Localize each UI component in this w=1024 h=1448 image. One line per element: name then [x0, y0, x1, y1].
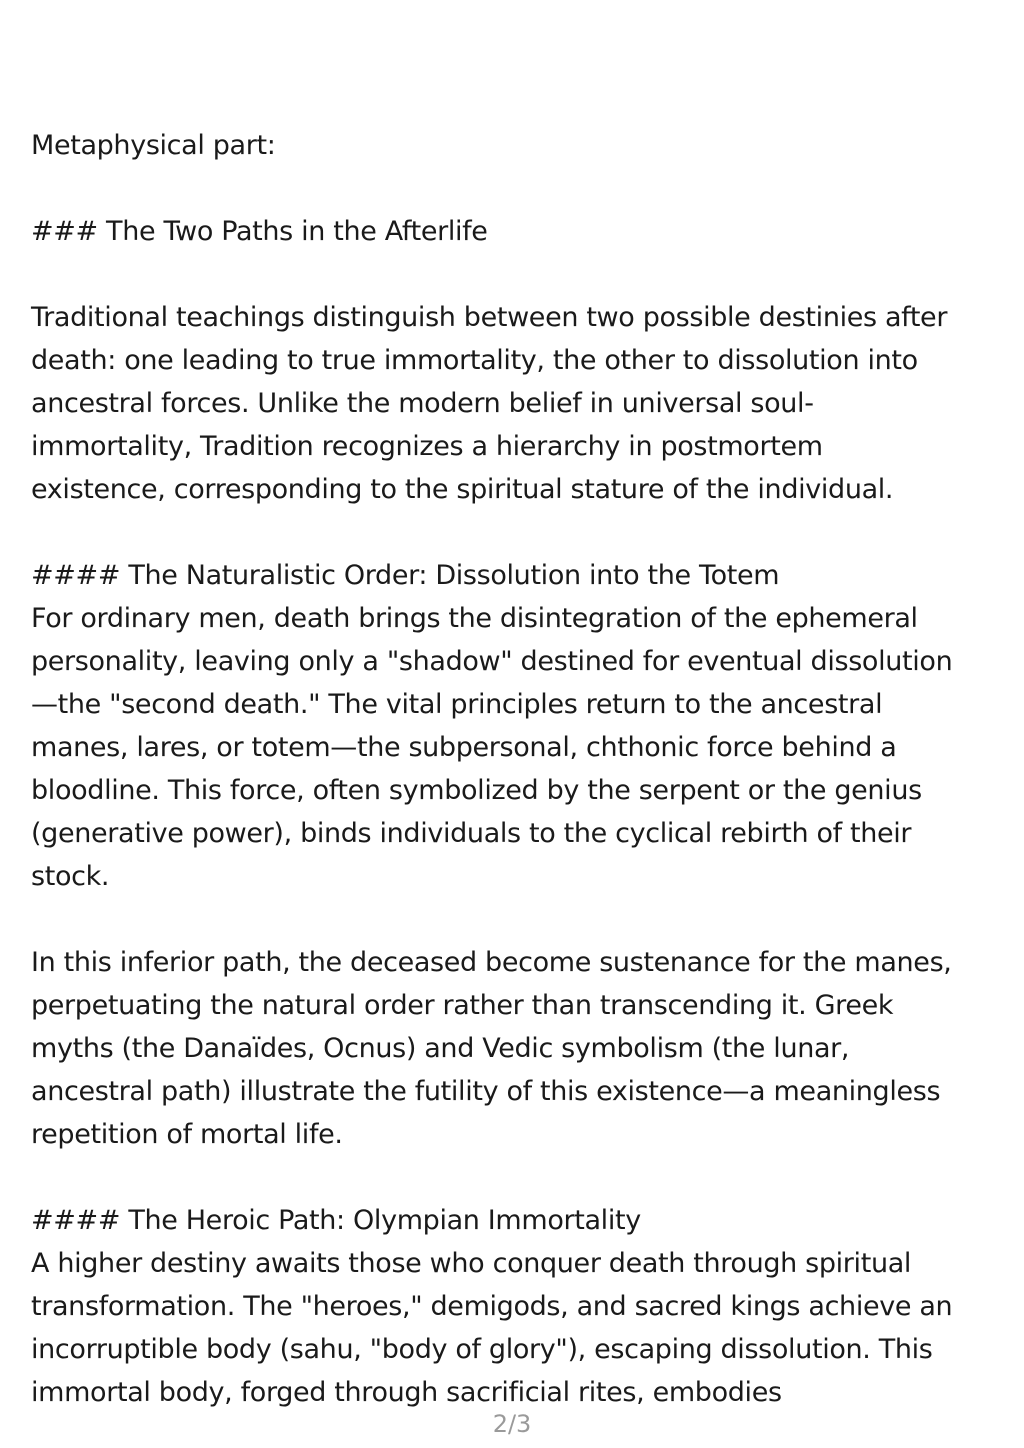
paragraph-line: existence, corresponding to the spiritual stature of the individual.: [31, 474, 894, 505]
paragraph-line: (generative power), binds individuals to the cyclical rebirth of their: [31, 818, 912, 849]
heading-heroic-path: #### The Heroic Path: Olympian Immortality: [31, 1205, 641, 1236]
paragraph-line: —the "second death." The vital principles return to the ancestral: [31, 689, 883, 720]
blank-line: [31, 1156, 1001, 1199]
paragraph-line: In this inferior path, the deceased become sustenance for the manes,: [31, 947, 952, 978]
paragraph-line: bloodline. This force, often symbolized by the serpent or the genius: [31, 775, 922, 806]
document-page: [31, 124, 1001, 1414]
paragraph-line: For ordinary men, death brings the disintegration of the ephemeral: [31, 603, 918, 634]
paragraph-line: death: one leading to true immortality, the other to dissolution into: [31, 345, 918, 376]
paragraph-line: immortality, Tradition recognizes a hierarchy in postmortem: [31, 431, 823, 462]
paragraph-line: myths (the Danaïdes, Ocnus) and Vedic symbolism (the lunar,: [31, 1033, 850, 1064]
paragraph-line: incorruptible body (sahu, "body of glory"), escaping dissolution. This: [31, 1334, 933, 1365]
paragraph-line: immortal body, forged through sacrificial rites, embodies: [31, 1377, 782, 1408]
heading-two-paths: ### The Two Paths in the Afterlife: [31, 216, 488, 247]
paragraph-line: repetition of mortal life.: [31, 1119, 343, 1150]
heading-naturalistic-order: #### The Naturalistic Order: Dissolution into the Totem: [31, 560, 780, 591]
blank-line: [31, 253, 1001, 296]
paragraph-line: ancestral forces. Unlike the modern belief in universal soul-: [31, 388, 814, 419]
paragraph-line: Traditional teachings distinguish between two possible destinies after: [31, 302, 948, 333]
paragraph-line: stock.: [31, 861, 110, 892]
blank-line: [31, 167, 1001, 210]
paragraph-line: ancestral path) illustrate the futility of this existence—a meaningless: [31, 1076, 941, 1107]
paragraph-line: A higher destiny awaits those who conquer death through spiritual: [31, 1248, 912, 1279]
blank-line: [31, 898, 1001, 941]
paragraph-line: manes, lares, or totem—the subpersonal, chthonic force behind a: [31, 732, 897, 763]
page-indicator: 2/3: [492, 1410, 532, 1438]
intro-text: Metaphysical part:: [31, 130, 276, 161]
paragraph-line: perpetuating the natural order rather than transcending it. Greek: [31, 990, 894, 1021]
blank-line: [31, 511, 1001, 554]
paragraph-line: transformation. The "heroes," demigods, and sacred kings achieve an: [31, 1291, 953, 1322]
paragraph-line: personality, leaving only a "shadow" destined for eventual dissolution: [31, 646, 953, 677]
